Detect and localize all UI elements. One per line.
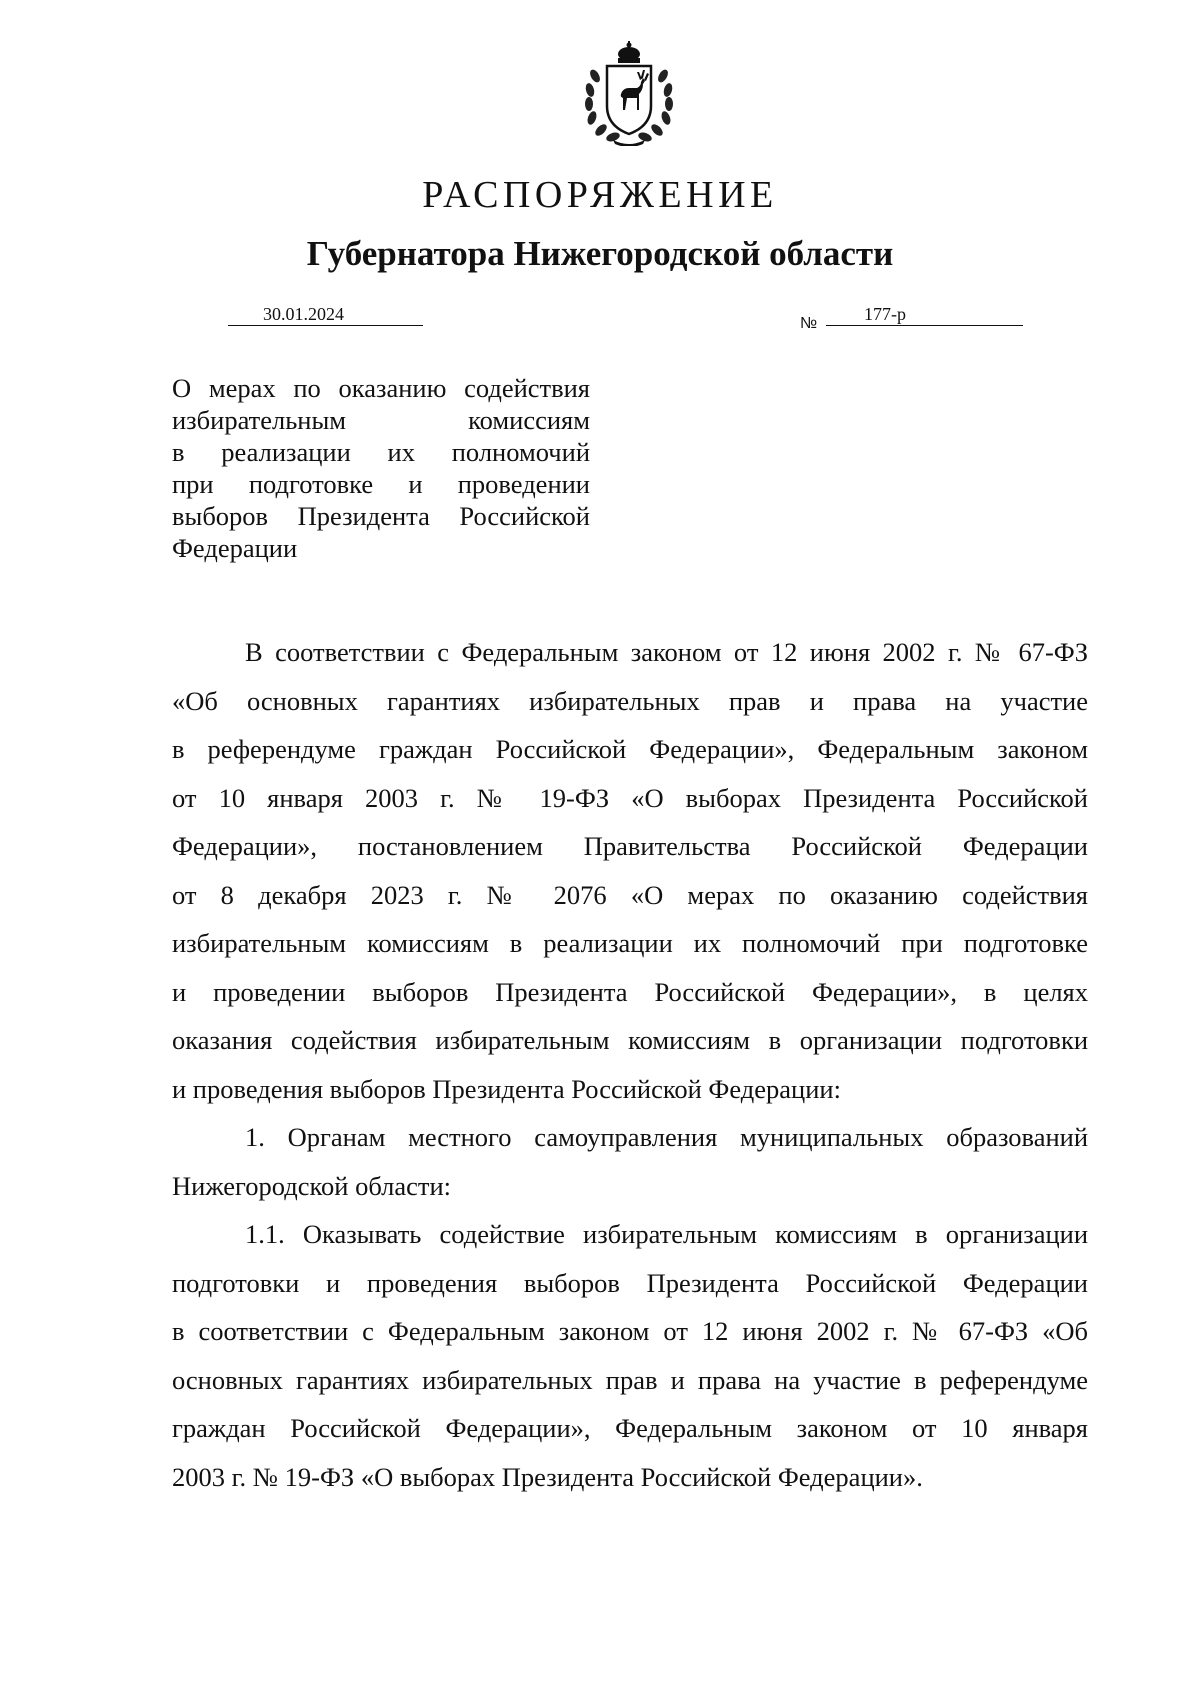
body-line: и проведения выборов Президента Российской Федерации: [172, 1073, 841, 1104]
number-sign: № [800, 315, 818, 332]
body-line: 1.1. Оказывать содействие избирательным комиссиям в организации [245, 1219, 1088, 1249]
body-line: и проведении выборов Президента Российской Федерации», в целях [172, 976, 1088, 1007]
document-subject [172, 372, 590, 564]
item-1-1-paragraph [172, 1210, 1088, 1501]
subject-line: в реализации их полномочий [172, 437, 590, 467]
body-line: от 8 декабря 2023 г. № 2076 «О мерах по оказанию содействия [172, 879, 1088, 910]
document-type-title: РАСПОРЯЖЕНИЕ [422, 174, 778, 216]
body-line: подготовки и проведения выборов Президента Российской Федерации [172, 1267, 1088, 1298]
preamble-paragraph [172, 628, 1088, 1113]
document-body [172, 628, 1088, 1501]
body-line: 2003 г. № 19-ФЗ «О выборах Президента Российской Федерации». [172, 1461, 923, 1492]
body-line: Федерации», постановлением Правительства Российской Федерации [172, 831, 1088, 861]
subject-line: при подготовке и проведении [172, 469, 590, 499]
issuer-title: Губернатора Нижегородской области [306, 234, 894, 273]
body-line: в референдуме граждан Российской Федерации», Федеральным законом [172, 734, 1088, 764]
subject-line: избирательным комиссиям [172, 405, 590, 435]
body-line: основных гарантиях избирательных прав и права на участие в референдуме [172, 1364, 1088, 1395]
body-line: 1. Органам местного самоуправления муниципальных образований [245, 1122, 1088, 1152]
body-line: избирательным комиссиям в реализации их полномочий при подготовке [172, 928, 1088, 958]
body-line: граждан Российской Федерации», Федеральным законом от 10 января [172, 1413, 1088, 1443]
document-number: 177-р [826, 303, 1023, 326]
coat-of-arms-icon [577, 40, 681, 146]
subject-line: Федерации [172, 533, 298, 563]
item-1-paragraph [172, 1113, 1088, 1210]
body-line: Нижегородской области: [172, 1170, 452, 1201]
body-line: оказания содействия избирательным комиссиям в организации подготовки [172, 1025, 1088, 1055]
body-line: в соответствии с Федеральным законом от 12 июня 2002 г. № 67-ФЗ «Об [172, 1316, 1088, 1346]
document-date: 30.01.2024 [228, 303, 423, 326]
body-line: от 10 января 2003 г. № 19-ФЗ «О выборах Президента Российской [172, 782, 1088, 813]
subject-line: выборов Президента Российской [172, 501, 590, 531]
body-line: В соответствии с Федеральным законом от 12 июня 2002 г. № 67-ФЗ [245, 637, 1088, 667]
subject-line: О мерах по оказанию содействия [172, 373, 590, 403]
body-line: «Об основных гарантиях избирательных прав и права на участие [172, 685, 1088, 716]
